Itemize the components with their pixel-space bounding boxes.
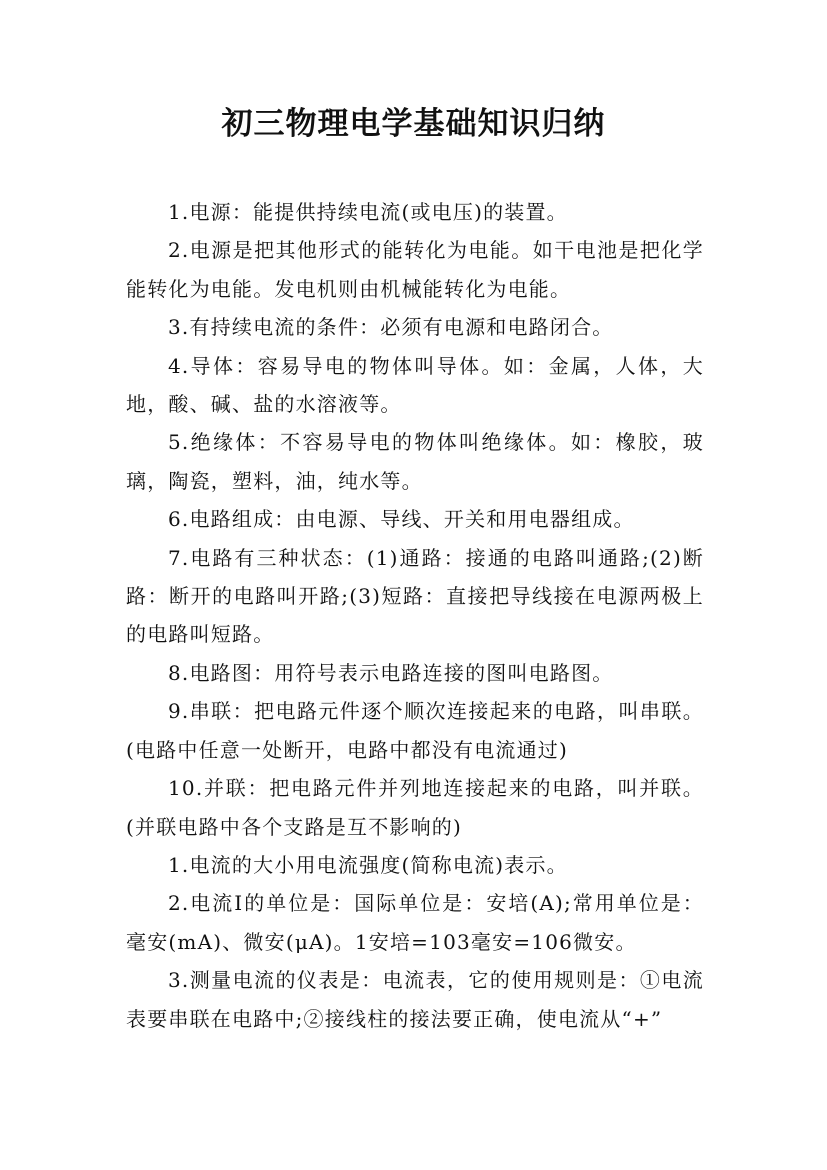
paragraph-1: 1.电源：能提供持续电流(或电压)的装置。: [168, 200, 568, 224]
document-title: 初三物理电学基础知识归纳: [221, 106, 606, 142]
paragraph-11: 1.电流的大小用电流强度(简称电流)表示。: [168, 852, 568, 877]
paragraph-13: 3.测量电流的仪表是：电流表，它的使用规则是：①电流表要串联在电路中;②接线柱的接法要正确，使电流从“+”: [126, 968, 704, 1031]
paragraph-3: 3.有持续电流的条件：必须有电源和电路闭合。: [168, 315, 614, 340]
paragraph-2: 2.电源是把其他形式的能转化为电能。如干电池是把化学能转化为电能。发电机则由机械能转化为电能。: [126, 238, 704, 301]
paragraph-7: 7.电路有三种状态：(1)通路：接通的电路叫通路;(2)断路：断开的电路叫开路;(3)短路：直接把导线接在电源两极上的电路叫短路。: [126, 545, 704, 647]
paragraph-12: 2.电流I的单位是：国际单位是：安培(A);常用单位是：毫安(mA)、微安(μA)。1安培=103毫安=106微安。: [126, 891, 704, 954]
paragraph-5: 5.绝缘体：不容易导电的物体叫绝缘体。如：橡胶，玻璃，陶瓷，塑料，油，纯水等。: [126, 430, 704, 493]
paragraph-4: 4.导体：容易导电的物体叫导体。如：金属，人体，大地，酸、碱、盐的水溶液等。: [126, 353, 704, 417]
paragraph-8: 8.电路图：用符号表示电路连接的图叫电路图。: [168, 660, 614, 685]
paragraph-6: 6.电路组成：由电源、导线、开关和用电器组成。: [168, 507, 635, 532]
paragraph-10: 10.并联：把电路元件并列地连接起来的电路，叫并联。(并联电路中各个支路是互不影响的): [126, 776, 704, 839]
paragraph-9: 9.串联：把电路元件逐个顺次连接起来的电路，叫串联。(电路中任意一处断开，电路中都没有电流通过): [126, 699, 704, 762]
document-body: [126, 193, 704, 1038]
